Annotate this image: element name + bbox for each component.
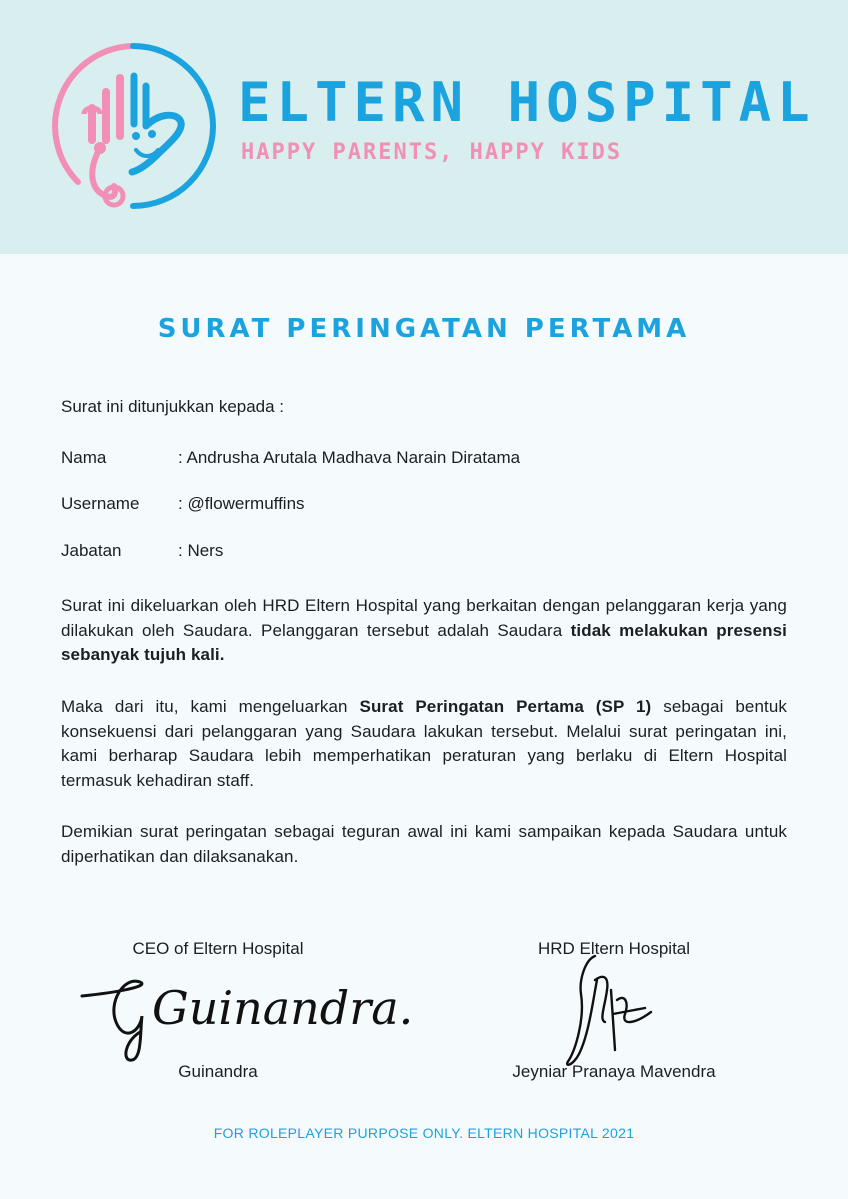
- letterhead: [0, 0, 848, 254]
- paragraph-violation-text: Surat ini dikeluarkan oleh HRD Eltern Hospital yang berkaitan dengan pelanggaran kerja yang dilakukan oleh Saudara. Pelanggaran tersebut adalah Saudara: [61, 596, 787, 640]
- paragraph-consequence-bold: Surat Peringatan Pertama (SP 1): [359, 697, 652, 716]
- paragraph-violation: [61, 594, 787, 668]
- signature-block-ceo: [68, 937, 368, 1081]
- field-value-username: : @flowermuffins: [178, 494, 305, 513]
- ceo-signature-script: Guinandra.: [152, 981, 414, 1035]
- field-label-nama: Nama: [61, 448, 107, 467]
- signature-name-ceo: Guinandra: [178, 1062, 258, 1081]
- field-value-jabatan: : Ners: [178, 541, 224, 560]
- paragraph-closing: Demikian surat peringatan sebagai teguran awal ini kami sampaikan kepada Saudara untuk diperhatikan dan dilaksanakan.: [61, 822, 787, 866]
- field-label-jabatan: Jabatan: [61, 541, 122, 560]
- paragraph-consequence-before: Maka dari itu, kami mengeluarkan: [61, 697, 360, 716]
- paragraph-violation-bold: tidak melakukan presensi sebanyak tujuh kali.: [61, 620, 787, 664]
- hospital-name: ELTERN HOSPITAL: [238, 71, 816, 134]
- field-label-username: Username: [61, 494, 140, 513]
- hrd-signature-icon: [555, 950, 675, 1070]
- paragraph-consequence-after: sebagai bentuk konsekuensi dari pelanggaran yang Saudara lakukan tersebut. Melalui surat peringatan ini, kami berharap Saudara lebih memperhatikan peraturan yang berlaku di Eltern Hospital termasuk kehadiran staff.: [61, 697, 788, 790]
- letter-intro: Surat ini ditunjukkan kepada :: [61, 397, 285, 416]
- signature-role-ceo: CEO of Eltern Hospital: [132, 939, 304, 958]
- letter-title: SURAT PERINGATAN PERTAMA: [157, 314, 691, 344]
- field-value-nama: : Andrusha Arutala Madhava Narain Diratama: [178, 448, 521, 467]
- hospital-logo-icon: [48, 40, 218, 212]
- hospital-tagline: HAPPY PARENTS, HAPPY KIDS: [241, 140, 623, 165]
- signature-role-hrd: HRD Eltern Hospital: [537, 939, 691, 958]
- footer-note: FOR ROLEPLAYER PURPOSE ONLY. ELTERN HOSPITAL 2021: [213, 1125, 635, 1141]
- signature-name-hrd: Jeyniar Pranaya Mavendra: [512, 1062, 716, 1081]
- ceo-signature-icon: [80, 962, 414, 1062]
- paragraph-consequence: [61, 695, 787, 793]
